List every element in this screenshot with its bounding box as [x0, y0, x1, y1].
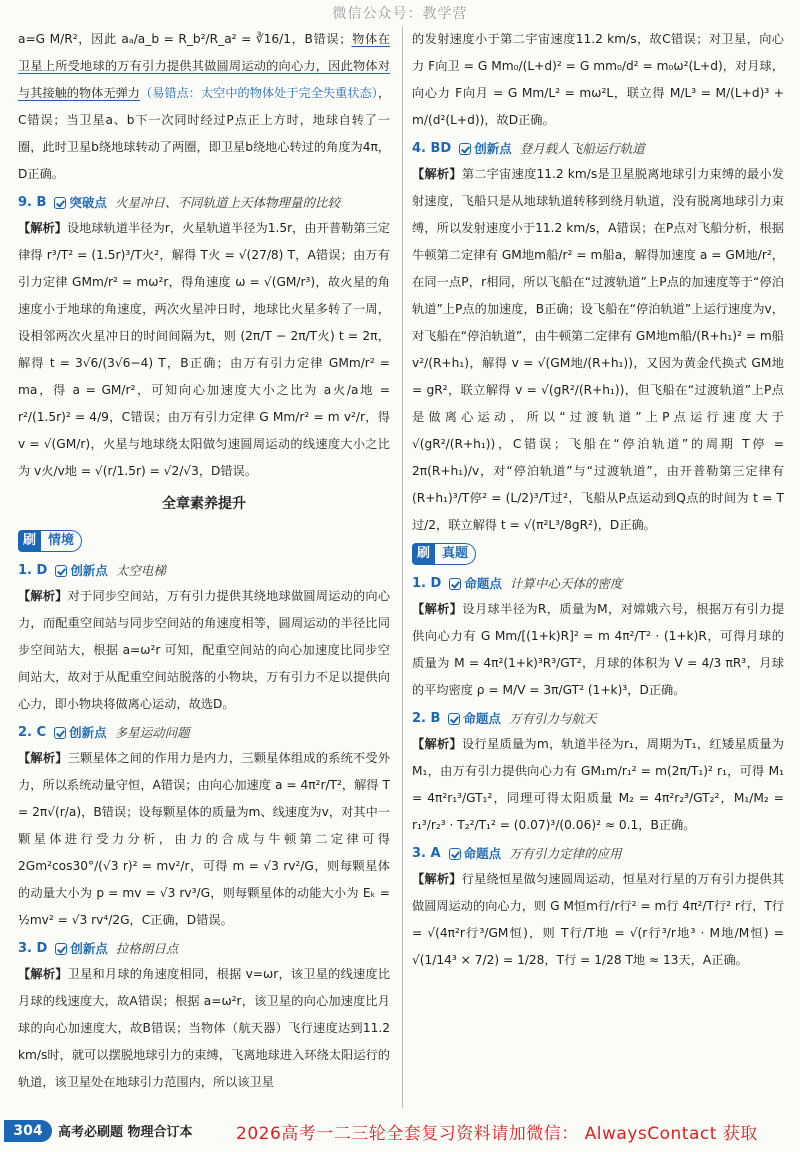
- real-answer-3: 【解析】行星绕恒星做匀速圆周运动，恒星对行星的万有引力提供其做圆周运动的向心力，则 G M恒m行/r行² = m行 4π²/T行² r行，T行 = √(4π²r行³/GM恒)，则 T行/T地 = √(r行³/r地³ · M地/M恒) = √(1/14³ × 7/2) = 1/28，T行 = 1/28 T地 ≈ 13天，A正确。: [412, 872, 785, 967]
- question-2-header: 2. C 创新点 多星运动问题: [18, 725, 190, 740]
- column-divider: [402, 26, 403, 1108]
- answer-3-continued: 的发射速度小于第二宇宙速度11.2 km/s，故C错误；对卫星，向心力 F向卫 = G Mm₀/(L+d)² = G mm₀/d² = m₀ω²(L+d)，对月球，向心力 F向月 = G Mm/L² = mω²L，联立得 M/L³ = M/(L+d)³ + m/(d²(L+d))，故D正确。: [412, 32, 784, 127]
- check-icon: [55, 565, 67, 577]
- question-number: 9. B: [18, 195, 47, 210]
- check-icon: [54, 727, 66, 739]
- question-4-header: 4. BD 创新点 登月载人飞船运行轨道: [412, 141, 645, 156]
- answer-8-continued: [18, 26, 390, 188]
- check-icon: [448, 713, 460, 725]
- check-icon: [54, 197, 66, 209]
- real-answer-1: 【解析】设月球半径为R，质量为M，对嫦娥六号，根据万有引力提供向心力有 G Mm/[(1+k)R]² = m 4π²/T² · (1+k)R，可得月球的质量为 M = 4π²(1+k)³R³/GT²，月球的体积为 V = 4/3 πR³，月球的平均密度 ρ = M/V = 3π/GT² (1+k)³，D正确。: [412, 602, 785, 697]
- header-watermark: 微信公众号：教学营: [332, 6, 468, 22]
- question-1-header: 1. D 创新点 太空电梯: [18, 563, 166, 578]
- answer-4: 【解析】第二宇宙速度11.2 km/s是卫星脱离地球引力束缚的最小发射速度，飞船只是从地球轨道转移到绕月轨道，没有脱离地球引力束缚，所以发射速度小于11.2 km/s，A错误；在P点对飞船分析，根据牛顿第二定律有 GM地m船/r² = m船a，解得加速度 a = GM地/r²，在同一点P，r相同，所以飞船在“过渡轨道”上P点的加速度等于“停泊轨道”上P点的加速度，B正确；设飞船在“停泊轨道”上运行速度为v，对飞船在“停泊轨道”，由牛顿第二定律有 GM地m船/(R+h₁)² = m船 v²/(R+h₁)，解得 v = √(GM地/(R+h₁))，又因为黄金代换式 GM地 = gR²，联立解得 v = √(gR²/(R+h₁))，但飞船在“过渡轨道”上P点是做离心运动，所以“过渡轨道”上P点运行速度大于 √(gR²/(R+h₁))，C错误；飞船在“停泊轨道”的周期 T停 = 2π(R+h₁)/v，对“停泊轨道”与“过渡轨道”，由开普勒第三定律有 (R+h₁)³/T停² = (L/2)³/T过²，飞船从P点运动到Q点的时间为 t = T过/2，联立解得 t = √(π²L³/8gR²)，D正确。: [412, 167, 784, 532]
- real-question-1-header: 1. D 命题点 计算中心天体的密度: [412, 576, 623, 591]
- real-answer-2: 【解析】设行星质量为m，轨道半径为r₁，周期为T₁，红矮星质量为M₁，由万有引力提供向心力有 GM₁m/r₁² = m(2π/T₁)² r₁，可得 M₁ = 4π²r₁³/GT₁²，同理可得太阳质量 M₂ = 4π²r₂³/GT₂²，M₁/M₂ = r₁³/r₂³ · T₂²/T₁² = (0.07)³/(0.06)² ≈ 0.1，B正确。: [412, 737, 784, 832]
- tag-text: 火星冲日、不同轨道上天体物理量的比较: [114, 195, 340, 210]
- answer-3: 【解析】卫星和月球的角速度相同，根据 v=ωr，该卫星的线速度比月球的线速度大，故A错误；根据 a=ω²r，该卫星的向心加速度比月球的向心加速度大，故B错误；当物体（航天器）飞行速度达到11.2 km/s时，就可以摆脱地球引力的束缚，飞离地球进入环绕太阳运行的轨道，该卫星处在地球引力范围内，所以该卫星: [18, 967, 391, 1089]
- left-column: [18, 26, 390, 1096]
- section-title: 全章素养提升: [162, 496, 246, 512]
- underlined-text: 物体在卫星上所受地球的万有引力提供其做圆周运动的向心力，因此物体对与其接触的物体无弹力: [18, 32, 391, 100]
- check-icon: [449, 848, 461, 860]
- question-9-header: [18, 191, 390, 215]
- check-icon: [449, 578, 461, 590]
- badge-zhenti: 刷 真题: [412, 543, 476, 565]
- answer-9: 【解析】设地球轨道半径为r，火星轨道半径为1.5r，由开普勒第三定律得 r³/T² = (1.5r)³/T火²，解得 T火 = √(27/8) T，A错误；由万有引力定律 GMm/r² = mω²r，得角速度 ω = √(GM/r³)，故火星的角速度小于地球的角速度，两次火星冲日时，地球比火星多转了一周，设相邻两次火星冲日的时间间隔为t，则 (2π/T − 2π/T火) t = 2π，解得 t = 3√6/(3√6−4) T，B正确；由万有引力定律 GMm/r² = ma，得 a = GM/r²，可知向心加速度大小之比为 a火/a地 = r²/(1.5r)² = 4/9，C错误；由万有引力定律 G Mm/r² = m v²/r，得 v = √(GM/r)，火星与地球绕太阳做匀速圆周运动的线速度大小之比为 v火/v地 = √(r/1.5r) = √2/√3，D错误。: [18, 221, 390, 478]
- page-number: 304: [4, 1120, 52, 1142]
- page-footer: [0, 1118, 800, 1148]
- answer-1: 【解析】对于同步空间站，万有引力提供其绕地球做圆周运动的向心力，而配重空间站与同步空间站的角速度相等，圆周运动的半径比同步空间站大，根据 a=ω²r 可知，配重空间站的向心加速度比同步空间站大，故对于从配重空间站脱落的小物块，万有引力不足以提供向心力，即小物块将做离心运动，故选D。: [18, 589, 391, 711]
- check-icon: [55, 943, 67, 955]
- tag: 突破点: [54, 191, 107, 215]
- question-3-header: 3. D 创新点 拉格朗日点: [18, 941, 179, 956]
- text: ，C错误；当卫星a、b下一次同时经过P点正上方时，地球自转了一圈，此时卫星b绕地球转动了两圈，即卫星b绕地心转过的角度为4π，D正确。: [18, 86, 390, 181]
- real-question-3-header: 3. A 命题点 万有引力定律的应用: [412, 846, 622, 861]
- real-question-2-header: 2. B 命题点 万有引力与航天: [412, 711, 597, 726]
- answer-2: 【解析】三颗星体之间的作用力是内力，三颗星体组成的系统不受外力，所以系统动量守恒，A错误；由向心加速度 a = 4π²r/T²，解得 T = 2π√(r/a)，B错误；设每颗星体的质量为m、线速度为v，对其中一颗星体进行受力分析，由力的合成与牛顿第二定律可得 2Gm²cos30°/(√3 r)² = mv²/r，可得 m = √3 rv²/G，则每颗星体的动量大小为 p = mv = √3 rv³/G，则每颗星体的动能大小为 Eₖ = ½mv² = √3 rv⁴/2G，C正确，D错误。: [18, 751, 391, 927]
- right-column: [412, 26, 784, 974]
- badge-qingjing: 刷 情境: [18, 530, 82, 552]
- tip-text: （易错点：太空中的物体处于完全失重状态）: [139, 86, 378, 100]
- text: a=G M/R²，因此 aₐ/a_b = R_b²/R_a² = ∛16/1，B错误；: [18, 32, 352, 46]
- book-title: 高考必刷题 物理合订本: [58, 1125, 193, 1140]
- check-icon: [459, 143, 471, 155]
- footer-watermark: 2026高考一二三轮全套复习资料请加微信： AlwaysContact 获取: [236, 1124, 758, 1144]
